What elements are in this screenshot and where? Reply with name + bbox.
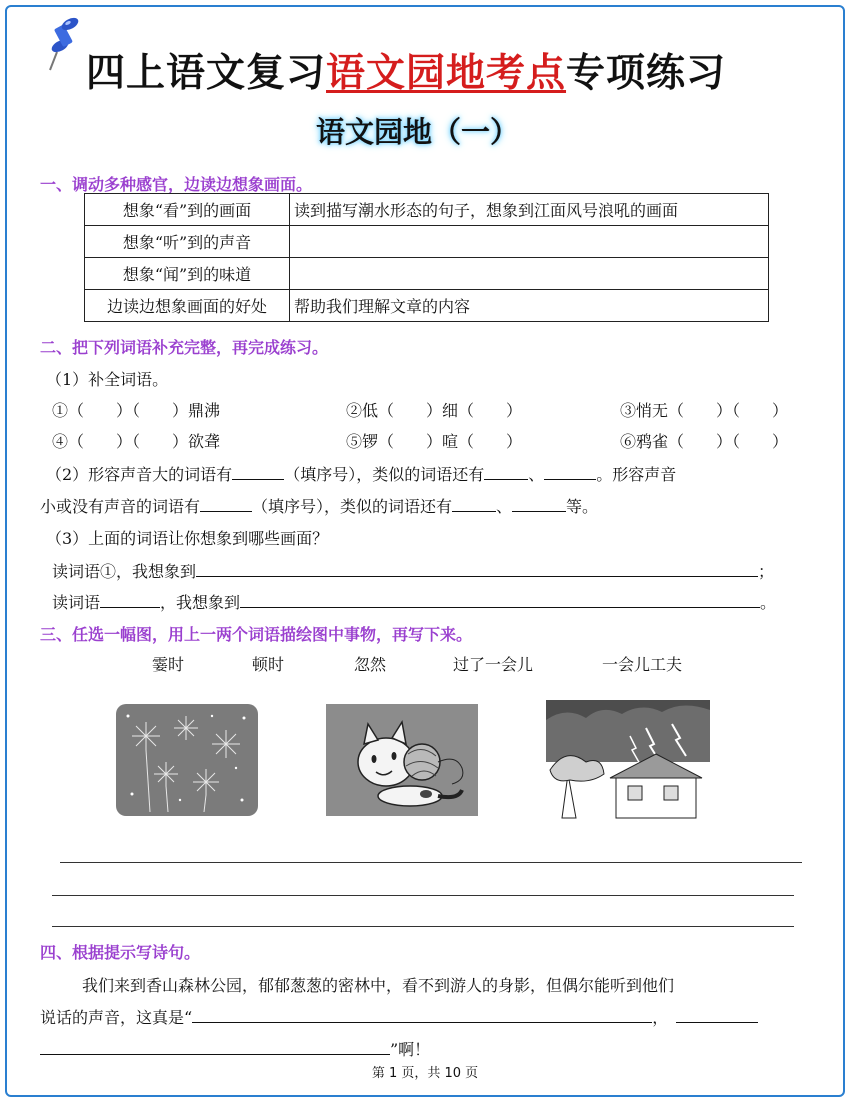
section4-heading: 四、根据提示写诗句。	[40, 943, 201, 962]
hint-word: 顿时	[252, 655, 285, 674]
table-cell-label: 想象“闻”到的味道	[85, 258, 290, 290]
answer-blank[interactable]	[232, 465, 284, 480]
answer-blank[interactable]	[196, 562, 758, 577]
table-cell-answer[interactable]	[290, 226, 769, 258]
page-number: 第 1 页，共 10 页	[371, 1066, 479, 1081]
poem-prompt-line3: ”啊！	[40, 1037, 430, 1060]
table-cell-label: 想象“看”到的画面	[85, 194, 290, 226]
table-row	[85, 194, 769, 226]
answer-blank[interactable]	[484, 465, 528, 480]
word-item[interactable]: ⑤锣（ ）喧（ ）	[346, 432, 523, 451]
writing-line[interactable]	[60, 862, 802, 863]
writing-line[interactable]	[52, 895, 794, 896]
section1-heading: 一、调动多种感官，边读边想象画面。	[40, 175, 313, 194]
answer-blank[interactable]	[40, 1040, 390, 1055]
section2-heading: 二、把下列词语补充完整，再完成练习。	[40, 338, 329, 357]
word-item[interactable]: ②低（ ）细（ ）	[346, 401, 523, 420]
question-2-2-line2: 小或没有声音的词语有 （填序号），类似的词语还有 、 等。	[40, 497, 599, 516]
read-line-2: 读词语 ，我想象到 。	[52, 593, 777, 612]
writing-line[interactable]	[52, 926, 794, 927]
word-item[interactable]: ③悄无（ ）（ ）	[620, 401, 789, 420]
table-cell-label: 边读边想象画面的好处	[85, 290, 290, 322]
page-subtitle: 语文园地（一）	[316, 115, 520, 149]
word-item[interactable]: ⑥鸦雀（ ）（ ）	[620, 432, 789, 451]
hint-word: 霎时	[152, 655, 185, 674]
hint-word: 忽然	[354, 655, 387, 674]
table-row	[85, 258, 769, 290]
table-cell-answer[interactable]	[290, 258, 769, 290]
page-border	[5, 5, 845, 1097]
hint-word: 过了一会儿	[453, 655, 534, 674]
answer-blank[interactable]	[200, 497, 252, 512]
storm-house-image[interactable]	[546, 700, 710, 820]
table-cell-answer: 读到描写潮水形态的句子，想象到江面风号浪吼的画面	[290, 194, 769, 226]
senses-table	[84, 193, 769, 322]
answer-blank[interactable]	[192, 1008, 652, 1023]
answer-blank[interactable]	[240, 593, 760, 608]
word-item[interactable]: ①（ ）（ ）鼎沸	[52, 401, 221, 420]
hint-word: 一会儿工夫	[602, 655, 683, 674]
question-2-2-line1: （2）形容声音大的词语有 （填序号），类似的词语还有 、 。形容声音	[46, 465, 677, 484]
question-2-1: （1）补全词语。	[46, 370, 169, 389]
poem-prompt-line1: 我们来到香山森林公园，郁郁葱葱的密林中，看不到游人的身影，但偶尔能听到他们	[82, 976, 675, 995]
read-line-1: 读词语①，我想象到 ；	[52, 562, 775, 581]
answer-blank[interactable]	[676, 1008, 758, 1023]
table-row	[85, 290, 769, 322]
cat-yarn-image[interactable]	[326, 704, 478, 816]
answer-blank[interactable]	[512, 497, 566, 512]
page-title: 四上语文复习语文园地考点专项练习	[86, 51, 727, 96]
table-cell-answer: 帮助我们理解文章的内容	[290, 290, 769, 322]
answer-blank[interactable]	[452, 497, 496, 512]
table-cell-label: 想象“听”到的声音	[85, 226, 290, 258]
table-row	[85, 226, 769, 258]
pushpin-icon	[44, 16, 84, 72]
word-item[interactable]: ④（ ）（ ）欲聋	[52, 432, 221, 451]
fireworks-image[interactable]	[116, 704, 258, 816]
answer-blank[interactable]	[100, 593, 160, 608]
section3-heading: 三、任选一幅图，用上一两个词语描绘图中事物，再写下来。	[40, 625, 473, 644]
title-highlight: 语文园地考点	[326, 51, 567, 96]
question-2-3: （3）上面的词语让你想象到哪些画面？	[46, 529, 329, 548]
answer-blank[interactable]	[544, 465, 596, 480]
poem-prompt-line2: 说话的声音，这真是“ ，	[40, 1005, 758, 1028]
